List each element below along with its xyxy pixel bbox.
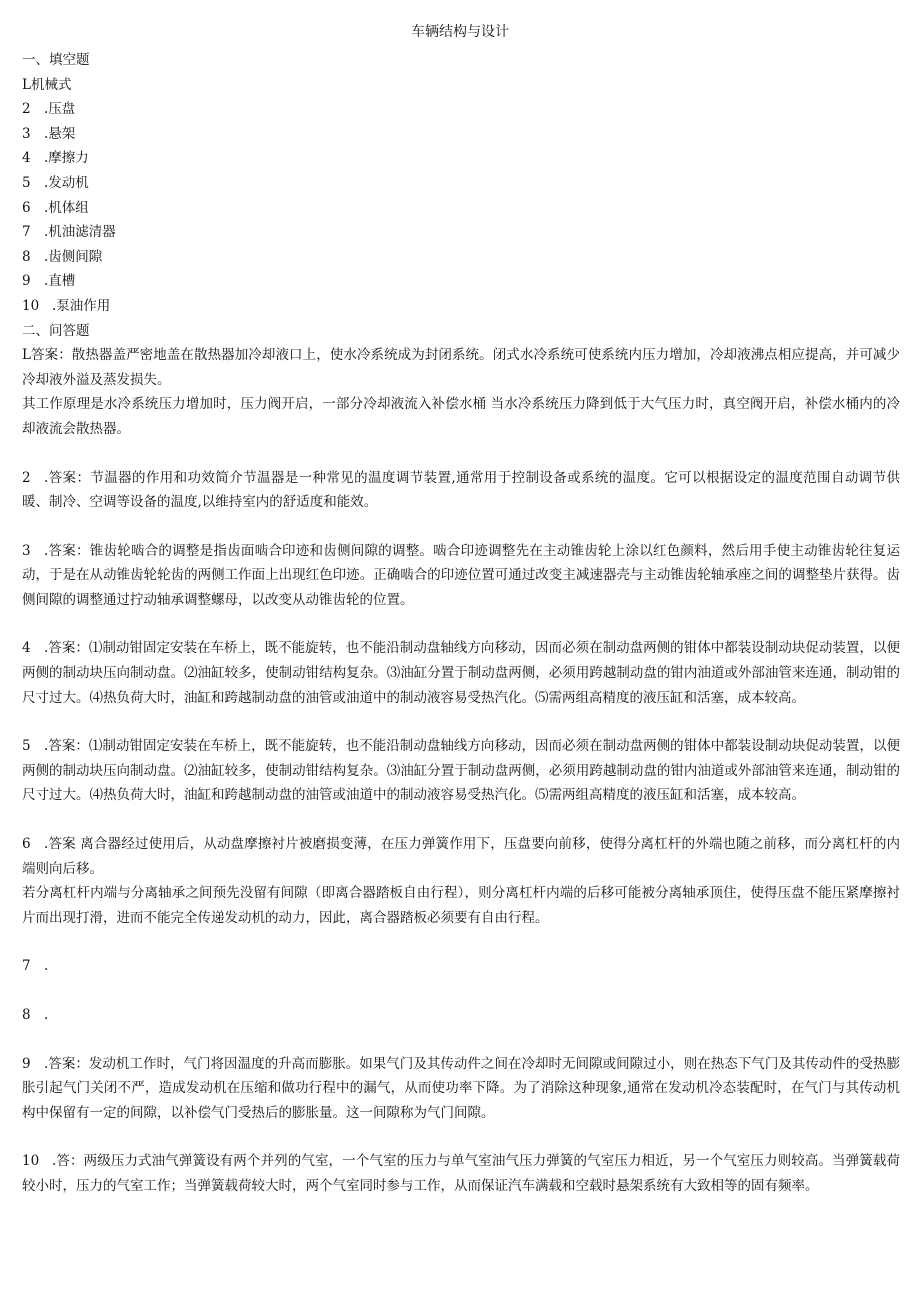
answer-paragraph: 8 .: [22, 1007, 49, 1023]
answer-paragraph: 其工作原理是水冷系统压力增加时，压力阀开启，一部分冷却液流入补偿水桶 当水冷系统压力降到低于大气压力时，真空阀开启，补偿水桶内的冷却液流会散热器。: [22, 396, 900, 437]
answer-paragraph: 10 .答：两级压力式油气弹簧设有两个并列的气室，一个气室的压力与单气室油气压力弹簧的气室压力相近，另一个气室压力则较高。当弹簧载荷较小时，压力的气室工作；当弹簧载荷较大时，两个气室同时参与工作，从而保证汽车满载和空载时悬架系统有大致相等的固有频率。: [22, 1153, 900, 1194]
section-heading-fill-blanks: 一、填空题: [22, 52, 90, 68]
answer-paragraph: 9 .答案：发动机工作时，气门将因温度的升高而膨胀。如果气门及其传动件之间在冷却时无间隙或间隙过小，则在热态下气门及其传动件的受热膨胀引起气门关闭不严，造成发动机在压缩和做功行程中的漏气，从而使功率下降。为了消除这种现象,通常在发动机冷态装配时，在气门与其传动机构中保留有一定的间隙，以补偿气门受热后的膨胀量。这一间隙称为气门间隙。: [22, 1055, 900, 1121]
fill-blank-item: 7 .机油滤清器: [22, 224, 116, 241]
answer-paragraph: 若分离杠杆内端与分离轴承之间预先没留有间隙（即离合器踏板自由行程），则分离杠杆内端的后移可能被分离轴承顶住，使得压盘不能压紧摩擦衬片而出现打滑，进而不能完全传递发动机的动力，因此，离合器踏板必须要有自由行程。: [22, 885, 900, 926]
section-heading-qa: 二、问答题: [22, 322, 90, 339]
fill-blank-item: 6 .机体组: [22, 199, 89, 216]
document-body: [22, 48, 902, 1199]
fill-blank-item: 2 .压盘: [22, 101, 76, 118]
answer-paragraph: 4 .答案：⑴制动钳固定安装在车桥上，既不能旋转，也不能沿制动盘轴线方向移动，因而必须在制动盘两侧的钳体中都装设制动块促动装置，以便两侧的制动块压向制动盘。⑵油缸较多，使制动钳结构复杂。⑶油缸分置于制动盘两侧，必须用跨越制动盘的钳内油道或外部油管来连通，制动钳的尺寸过大。⑷热负荷大时，油缸和跨越制动盘的油管或油道中的制动液容易受热汽化。⑸需两组高精度的液压缸和活塞，成本较高。: [22, 640, 900, 706]
fill-blank-item: 9 .直槽: [22, 273, 76, 290]
answer-paragraph: 3 .答案：锥齿轮啮合的调整是指齿面啮合印迹和齿侧间隙的调整。啮合印迹调整先在主动锥齿轮上涂以红色颜料，然后用手使主动锥齿轮往复运动，于是在从动锥齿轮轮齿的两侧工作面上出现红色印迹。正确啮合的印迹位置可通过改变主减速器壳与主动锥齿轮轴承座之间的调整垫片获得。齿侧间隙的调整通过拧动轴承调整螺母，以改变从动锥齿轮的位置。: [22, 542, 900, 608]
fill-blank-item: 8 .齿侧间隙: [22, 248, 103, 265]
document-title: 车辆结构与设计: [411, 24, 509, 40]
fill-blank-item: L机械式: [22, 76, 72, 93]
answer-paragraph: 6 .答案 离合器经过使用后，从动盘摩擦衬片被磨损变薄，在压力弹簧作用下，压盘要向前移，使得分离杠杆的外端也随之前移，而分离杠杆的内端则向后移。: [22, 836, 900, 877]
answer-paragraph: L答案：散热器盖严密地盖在散热器加冷却液口上，使水冷系统成为封闭系统。闭式水冷系统可使系统内压力增加，冷却液沸点相应提高，并可减少冷却液外溢及蒸发损失。: [22, 347, 900, 388]
answer-paragraph: 7 .: [22, 958, 49, 975]
answer-paragraph: 2 .答案：节温器的作用和功效简介节温器是一种常见的温度调节装置,通常用于控制设备或系统的温度。它可以根据设定的温度范围自动调节供暖、制冷、空调等设备的温度,以维持室内的舒适度和能效。: [22, 469, 900, 511]
fill-blank-item: 10 .泵油作用: [22, 297, 111, 314]
fill-blank-item: 4 .摩擦力: [22, 150, 89, 167]
fill-blank-item: 5 .发动机: [22, 174, 89, 191]
fill-blank-item: 3 .悬架: [22, 125, 76, 142]
answer-paragraph: 5 .答案：⑴制动钳固定安装在车桥上，既不能旋转，也不能沿制动盘轴线方向移动，因而必须在制动盘两侧的钳体中都装设制动块促动装置，以便两侧的制动块压向制动盘。⑵油缸较多，使制动钳结构复杂。⑶油缸分置于制动盘两侧，必须用跨越制动盘的钳内油道或外部油管来连通，制动钳的尺寸过大。⑷热负荷大时，油缸和跨越制动盘的油管或油道中的制动液容易受热汽化。⑸需两组高精度的液压缸和活塞，成本较高。: [22, 738, 900, 804]
